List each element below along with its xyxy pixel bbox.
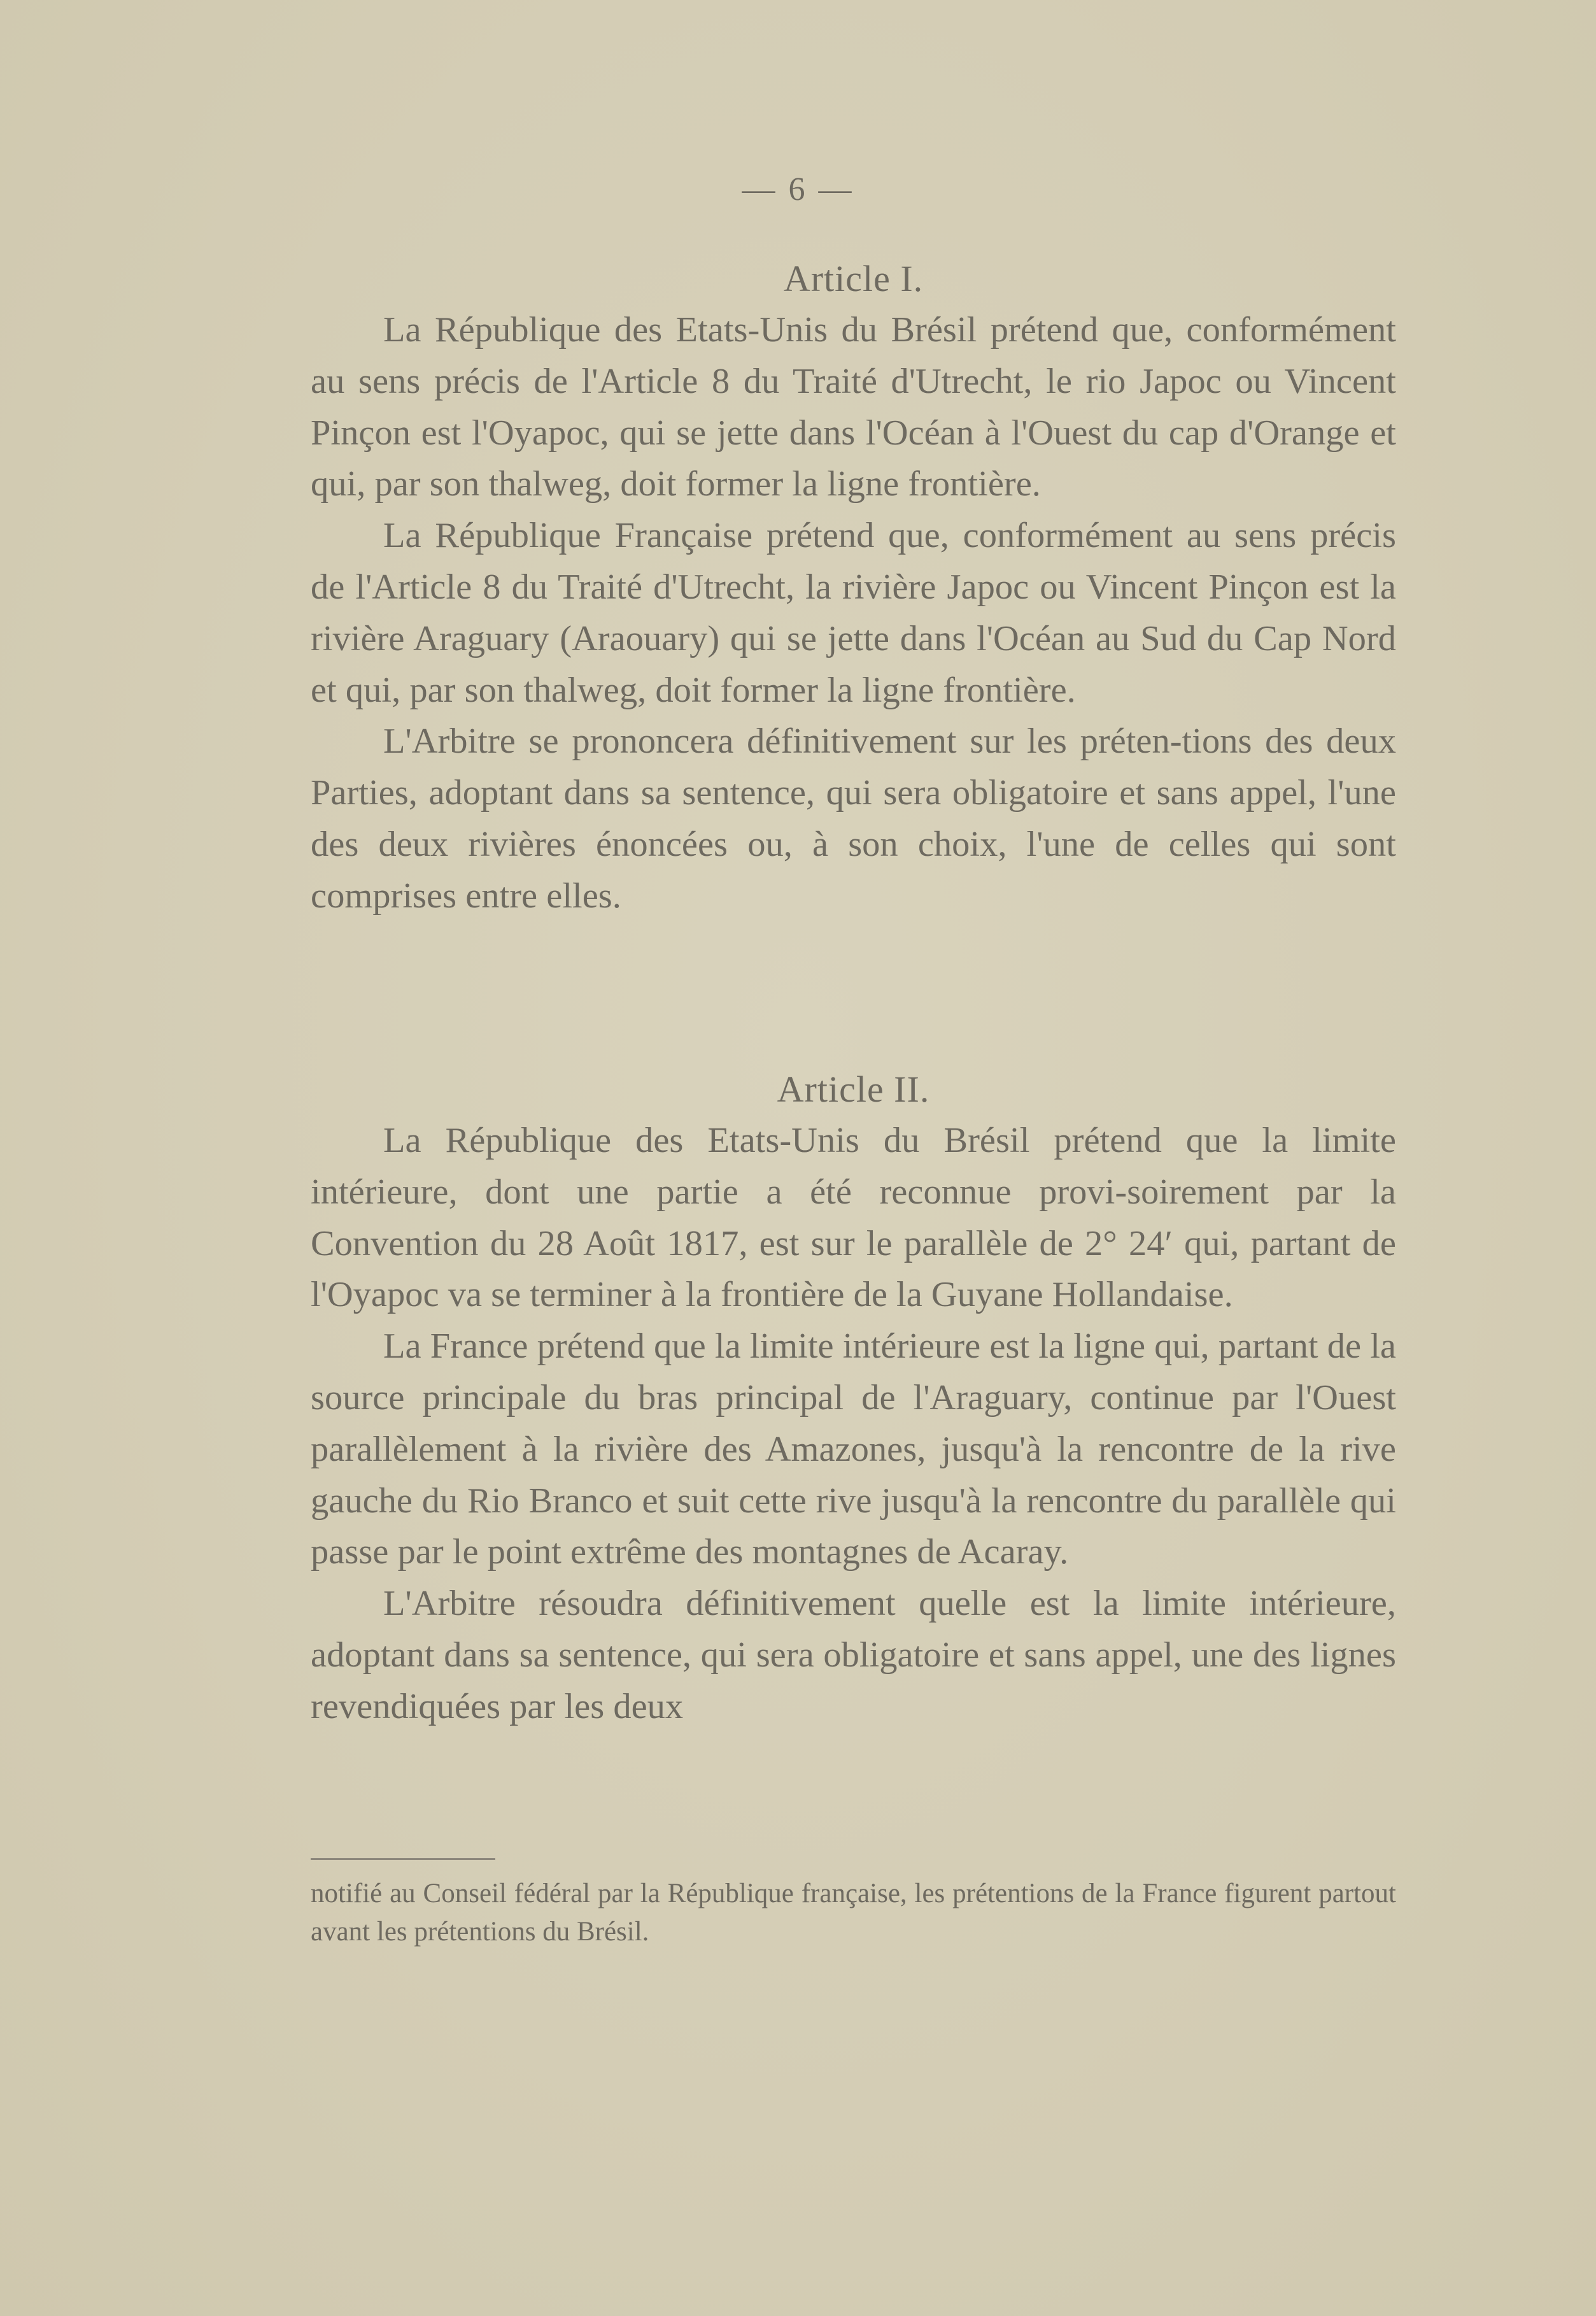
article-2-body [311, 1115, 1396, 1733]
article-1-paragraph: L'Arbitre se prononcera définitivement sur les préten-tions des deux Parties, adoptant dans sa sentence, qui sera obligatoire et sans appel, l'une des deux rivières énoncées ou, à son choix, l'une de celles qui sont comprises entre elles. [311, 721, 1396, 916]
footnote-divider [311, 1858, 495, 1860]
article-2-heading: Article II. [777, 1069, 930, 1110]
article-1-body [311, 304, 1396, 922]
article-2-paragraph: La République des Etats-Unis du Brésil prétend que la limite intérieure, dont une partie a été reconnue provi-soirement par la Convention du 28 Août 1817, est sur le parallèle de 2° 24′ qui, partant de l'Oyapoc va se terminer à la frontière de la Guyane Hollandaise. [311, 1121, 1396, 1315]
article-2-paragraph: La France prétend que la limite intérieure est la ligne qui, partant de la source principale du bras principal de l'Araguary, continue par l'Ouest parallèlement à la rivière des Amazones, jusqu'à la rencontre de la rive gauche du Rio Branco et suit cette rive jusqu'à la rencontre du parallèle qui passe par le point extrême des montagnes de Acaray. [311, 1326, 1396, 1572]
footnote: notifié au Conseil fédéral par la République française, les prétentions de la France figurent partout avant les prétentions du Brésil. [311, 1879, 1396, 1947]
article-1-heading: Article I. [783, 258, 924, 299]
article-1-paragraph: La République des Etats-Unis du Brésil prétend que, conformément au sens précis de l'Article 8 du Traité d'Utrecht, le rio Japoc ou Vincent Pinçon est l'Oyapoc, qui se jette dans l'Océan à l'Ouest du cap d'Orange et qui, par son thalweg, doit former la ligne frontière. [311, 310, 1396, 504]
article-2-paragraph: L'Arbitre résoudra définitivement quelle est la limite intérieure, adoptant dans sa sentence, qui sera obligatoire et sans appel, une des lignes revendiquées par les deux [311, 1584, 1396, 1726]
article-1-paragraph: La République Française prétend que, conformément au sens précis de l'Article 8 du Traité d'Utrecht, la rivière Japoc ou Vincent Pinçon est la rivière Araguary (Araouary) qui se jette dans l'Océan au Sud du Cap Nord et qui, par son thalweg, doit former la ligne frontière. [311, 516, 1396, 710]
page-number: — 6 — [742, 171, 854, 208]
